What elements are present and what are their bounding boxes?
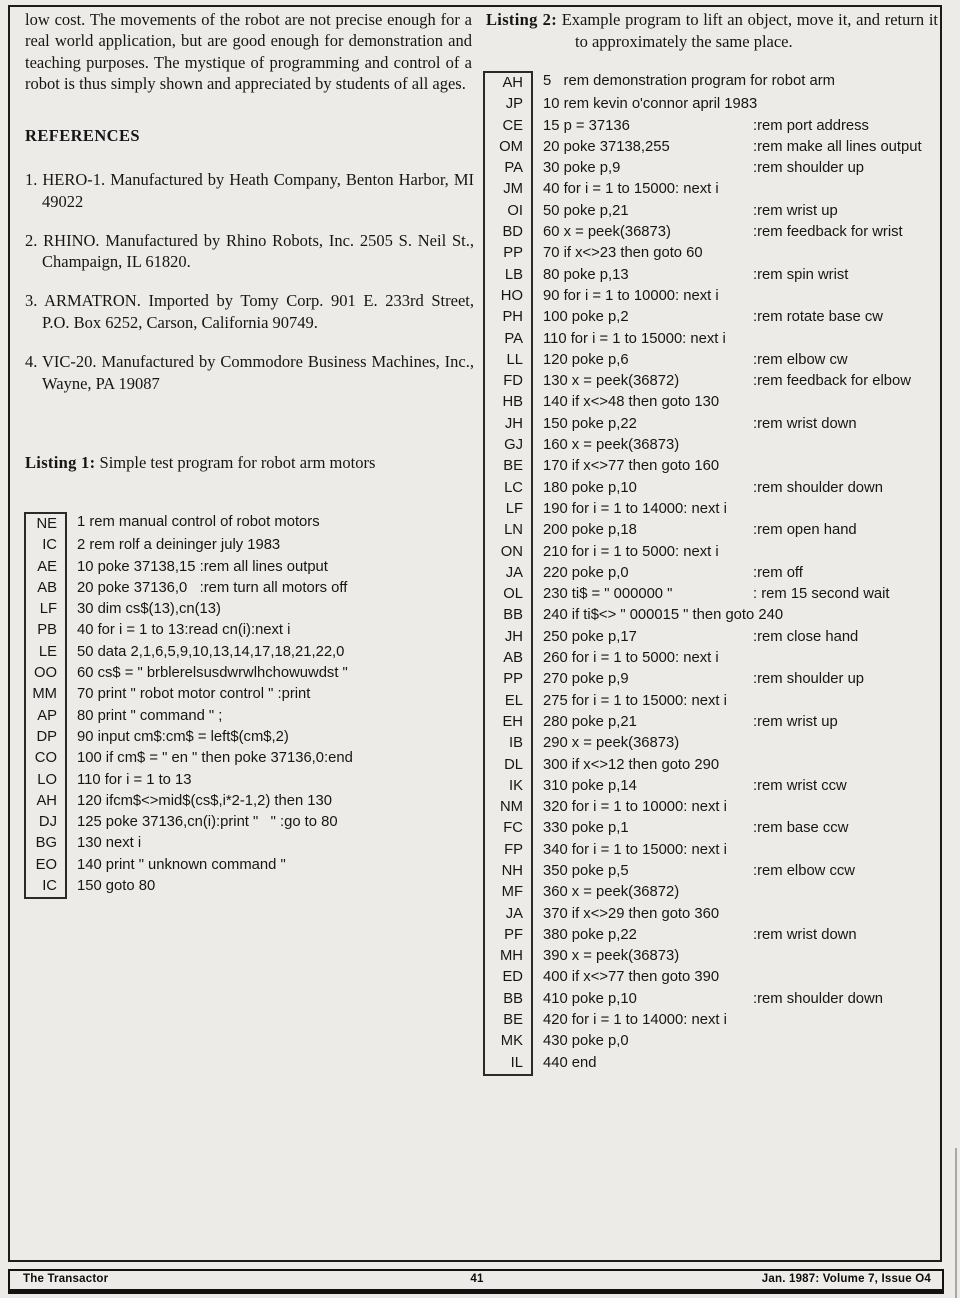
code-statement: 100 poke p,2 [543, 309, 629, 326]
reference-item: 4. VIC-20. Manufactured by Commodore Business Machines, Inc., Wayne, PA 19087 [25, 352, 474, 393]
code-statement: 230 ti$ = " 000000 " [543, 586, 673, 603]
code-row [24, 578, 470, 599]
code-statement: 70 if x<>23 then goto 60 [543, 245, 703, 262]
checksum-cell: LE [24, 642, 67, 663]
code-row [483, 818, 938, 839]
code-statement: 220 poke p,0 [543, 564, 629, 581]
code-statement: 430 poke p,0 [543, 1033, 629, 1050]
checksum-cell: JA [483, 904, 533, 925]
checksum-cell: PP [483, 243, 533, 264]
checksum-cell: GJ [483, 435, 533, 456]
scan-edge-artifact [955, 1148, 957, 1298]
code-row [483, 1053, 938, 1076]
checksum-cell: MF [483, 882, 533, 903]
code-row [483, 861, 938, 882]
reference-item: 3. ARMATRON. Imported by Tomy Corp. 901 E. 233rd Street, P.O. Box 6252, Carson, California 90749. [25, 291, 474, 332]
checksum-cell: NH [483, 861, 533, 882]
code-rem-comment: :rem wrist down [753, 926, 857, 943]
code-row [483, 882, 938, 903]
code-statement: 320 for i = 1 to 10000: next i [543, 799, 727, 816]
code-row [483, 520, 938, 541]
code-statement: 90 input cm$:cm$ = left$(cm$,2) [77, 728, 289, 745]
code-statement: 10 rem kevin o'connor april 1983 [543, 96, 758, 113]
code-row [483, 946, 938, 967]
code-row [483, 243, 938, 264]
checksum-cell: ON [483, 542, 533, 563]
code-row [24, 706, 470, 727]
code-statement: 140 if x<>48 then goto 130 [543, 394, 720, 411]
checksum-cell: IC [24, 535, 67, 556]
code-rem-comment: :rem port address [753, 117, 869, 134]
checksum-cell: PH [483, 307, 533, 328]
code-row [483, 755, 938, 776]
code-row [24, 727, 470, 748]
code-statement: 400 if x<>77 then goto 390 [543, 969, 720, 986]
code-row [483, 648, 938, 669]
code-row [483, 691, 938, 712]
checksum-cell: PA [483, 329, 533, 350]
code-row [24, 855, 470, 876]
checksum-cell: JH [483, 627, 533, 648]
code-statement: 330 poke p,1 [543, 820, 629, 837]
code-row [483, 669, 938, 690]
code-statement: 210 for i = 1 to 5000: next i [543, 543, 719, 560]
references-list [25, 169, 474, 394]
checksum-cell: AE [24, 557, 67, 578]
reference-item: 1. HERO-1. Manufactured by Heath Company, Benton Harbor, MI 49022 [25, 170, 474, 211]
checksum-cell: EH [483, 712, 533, 733]
code-rem-comment: :rem spin wrist [753, 266, 849, 283]
checksum-cell: AB [24, 578, 67, 599]
intro-paragraph: low cost. The movements of the robot are not precise enough for a real world application, but are good enough for demonstration and teaching purposes. The mystique of programming and control of a robot is thus simply shown and appreciated by students of all ages. [25, 10, 472, 94]
code-row [483, 499, 938, 520]
code-statement: 30 poke p,9 [543, 160, 621, 177]
code-statement: 240 if ti$<> " 000015 " then goto 240 [543, 607, 784, 624]
code-rem-comment: : rem 15 second wait [753, 586, 890, 603]
code-statement: 130 next i [77, 835, 142, 852]
code-statement: 260 for i = 1 to 5000: next i [543, 650, 719, 667]
code-rem-comment: :rem shoulder up [753, 671, 865, 688]
code-statement: 130 x = peek(36872) [543, 373, 680, 390]
code-rem-comment: :rem base ccw [753, 820, 849, 837]
code-statement: 150 poke p,22 [543, 415, 637, 432]
code-row [483, 414, 938, 435]
code-row [24, 791, 470, 812]
checksum-cell: PB [24, 620, 67, 641]
checksum-cell: JA [483, 563, 533, 584]
code-rem-comment: :rem off [753, 564, 803, 581]
code-row [483, 478, 938, 499]
checksum-cell: MH [483, 946, 533, 967]
code-rem-comment: :rem shoulder down [753, 990, 883, 1007]
checksum-cell: OL [483, 584, 533, 605]
listing2-caption [486, 9, 938, 52]
code-statement: 170 if x<>77 then goto 160 [543, 458, 720, 475]
code-statement: 360 x = peek(36872) [543, 884, 680, 901]
checksum-cell: AP [24, 706, 67, 727]
footer-issue-info: Jan. 1987: Volume 7, Issue O4 [761, 1273, 932, 1285]
code-row [483, 1010, 938, 1031]
code-rem-comment: :rem shoulder down [753, 479, 883, 496]
listing1-caption-text: Simple test program for robot arm motors [95, 453, 376, 472]
code-rem-comment: :rem wrist down [753, 415, 857, 432]
code-statement: 40 for i = 1 to 13:read cn(i):next i [77, 622, 291, 639]
checksum-cell: EO [24, 855, 67, 876]
code-row [483, 71, 938, 94]
code-row [483, 158, 938, 179]
code-statement: 290 x = peek(36873) [543, 735, 680, 752]
code-statement: 350 poke p,5 [543, 862, 629, 879]
code-row [483, 584, 938, 605]
checksum-cell: NE [24, 512, 67, 535]
code-row [24, 770, 470, 791]
checksum-cell: IK [483, 776, 533, 797]
checksum-cell: LF [483, 499, 533, 520]
listing2-label: Listing 2: [486, 10, 557, 29]
code-statement: 110 for i = 1 to 13 [77, 771, 192, 788]
checksum-cell: AB [483, 648, 533, 669]
code-rem-comment: :rem make all lines output [753, 138, 922, 155]
code-row [483, 904, 938, 925]
references-heading: REFERENCES [25, 126, 140, 145]
checksum-cell: DL [483, 755, 533, 776]
checksum-cell: LO [24, 770, 67, 791]
checksum-cell: LN [483, 520, 533, 541]
checksum-cell: AH [483, 71, 533, 94]
code-statement: 150 goto 80 [77, 878, 156, 895]
code-statement: 140 print " unknown command " [77, 856, 286, 873]
code-row [483, 605, 938, 626]
code-statement: 90 for i = 1 to 10000: next i [543, 287, 719, 304]
checksum-cell: HB [483, 392, 533, 413]
code-statement: 20 poke 37136,0 :rem turn all motors off [77, 579, 348, 596]
code-statement: 15 p = 37136 [543, 117, 630, 134]
code-statement: 160 x = peek(36873) [543, 437, 680, 454]
code-row [483, 563, 938, 584]
footer-magazine-title: The Transactor [23, 1273, 109, 1285]
code-row [483, 967, 938, 988]
code-rem-comment: :rem elbow cw [753, 351, 848, 368]
code-row [24, 642, 470, 663]
code-statement: 190 for i = 1 to 14000: next i [543, 500, 727, 517]
code-row [483, 179, 938, 200]
code-row [24, 833, 470, 854]
code-statement: 440 end [543, 1054, 597, 1071]
checksum-cell: PA [483, 158, 533, 179]
checksum-cell: FP [483, 840, 533, 861]
code-row [24, 535, 470, 556]
code-row [483, 350, 938, 371]
code-statement: 50 poke p,21 [543, 202, 629, 219]
code-statement: 20 poke 37138,255 [543, 138, 670, 155]
references-section [25, 126, 474, 412]
code-statement: 310 poke p,14 [543, 777, 637, 794]
checksum-cell: AH [24, 791, 67, 812]
code-row [24, 620, 470, 641]
code-row [483, 392, 938, 413]
code-statement: 125 poke 37136,cn(i):print " " :go to 80 [77, 814, 338, 831]
code-row [483, 712, 938, 733]
checksum-cell: IB [483, 733, 533, 754]
code-statement: 5 rem demonstration program for robot arm [543, 73, 835, 89]
code-statement: 270 poke p,9 [543, 671, 629, 688]
code-row [483, 925, 938, 946]
checksum-cell: LL [483, 350, 533, 371]
code-statement: 280 poke p,21 [543, 713, 637, 730]
code-statement: 60 x = peek(36873) [543, 224, 671, 241]
checksum-cell: IL [483, 1053, 533, 1076]
code-statement: 420 for i = 1 to 14000: next i [543, 1012, 727, 1029]
code-row [483, 989, 938, 1010]
code-statement: 80 poke p,13 [543, 266, 629, 283]
checksum-cell: BE [483, 1010, 533, 1031]
checksum-cell: PF [483, 925, 533, 946]
code-statement: 180 poke p,10 [543, 479, 637, 496]
checksum-cell: EL [483, 691, 533, 712]
code-statement: 70 print " robot motor control " :print [77, 686, 311, 703]
code-statement: 80 print " command " ; [77, 707, 223, 724]
code-row [483, 222, 938, 243]
code-statement: 200 poke p,18 [543, 522, 637, 539]
checksum-cell: BE [483, 456, 533, 477]
checksum-cell: JP [483, 94, 533, 115]
checksum-cell: BD [483, 222, 533, 243]
code-rem-comment: :rem wrist up [753, 713, 838, 730]
code-statement: 380 poke p,22 [543, 926, 637, 943]
code-statement: 2 rem rolf a deininger july 1983 [77, 537, 281, 554]
code-row [24, 599, 470, 620]
code-rem-comment: :rem rotate base cw [753, 309, 883, 326]
page-footer [8, 1269, 944, 1294]
code-row [483, 456, 938, 477]
code-statement: 40 for i = 1 to 15000: next i [543, 181, 719, 198]
code-row [24, 663, 470, 684]
checksum-cell: LB [483, 265, 533, 286]
checksum-cell: BG [24, 833, 67, 854]
code-row [24, 557, 470, 578]
checksum-cell: DP [24, 727, 67, 748]
code-statement: 120 poke p,6 [543, 351, 629, 368]
code-row [483, 329, 938, 350]
checksum-cell: CE [483, 116, 533, 137]
checksum-cell: JM [483, 179, 533, 200]
code-row [483, 627, 938, 648]
checksum-cell: OO [24, 663, 67, 684]
code-rem-comment: :rem shoulder up [753, 160, 865, 177]
code-rem-comment: :rem wrist up [753, 202, 838, 219]
checksum-cell: MK [483, 1031, 533, 1052]
code-row [24, 684, 470, 705]
code-statement: 60 cs$ = " brblerelsusdwrwlhchowuwdst " [77, 665, 348, 682]
checksum-cell: FD [483, 371, 533, 392]
code-statement: 275 for i = 1 to 15000: next i [543, 692, 727, 709]
code-row [483, 94, 938, 115]
code-row [24, 876, 470, 899]
checksum-cell: ED [483, 967, 533, 988]
code-row [24, 812, 470, 833]
code-rem-comment: :rem feedback for wrist [753, 224, 903, 241]
code-row [483, 307, 938, 328]
code-row [483, 137, 938, 158]
code-row [483, 116, 938, 137]
code-row [483, 542, 938, 563]
code-row [483, 840, 938, 861]
code-statement: 300 if x<>12 then goto 290 [543, 756, 720, 773]
checksum-cell: OI [483, 201, 533, 222]
code-row [483, 435, 938, 456]
code-statement: 50 data 2,1,6,5,9,10,13,14,17,18,21,22,0 [77, 643, 345, 660]
code-row [483, 201, 938, 222]
listing1-label: Listing 1: [25, 453, 96, 472]
checksum-cell: LC [483, 478, 533, 499]
code-row [24, 512, 470, 535]
footer-page-number: 41 [470, 1273, 484, 1285]
code-statement: 390 x = peek(36873) [543, 948, 680, 965]
code-statement: 340 for i = 1 to 15000: next i [543, 841, 727, 858]
checksum-cell: NM [483, 797, 533, 818]
code-row [483, 286, 938, 307]
checksum-cell: LF [24, 599, 67, 620]
checksum-cell: HO [483, 286, 533, 307]
code-row [483, 1031, 938, 1052]
code-statement: 110 for i = 1 to 15000: next i [543, 330, 726, 347]
checksum-cell: DJ [24, 812, 67, 833]
code-row [483, 733, 938, 754]
code-statement: 10 poke 37138,15 :rem all lines output [77, 558, 328, 575]
code-rem-comment: :rem wrist ccw [753, 777, 847, 794]
code-row [483, 797, 938, 818]
checksum-cell: BB [483, 605, 533, 626]
code-statement: 100 if cm$ = " en " then poke 37136,0:end [77, 750, 353, 767]
code-statement: 1 rem manual control of robot motors [77, 514, 320, 530]
code-rem-comment: :rem close hand [753, 628, 859, 645]
code-statement: 410 poke p,10 [543, 990, 637, 1007]
listing2-code [483, 71, 938, 1076]
code-row [483, 371, 938, 392]
code-row [483, 265, 938, 286]
checksum-cell: FC [483, 818, 533, 839]
checksum-cell: MM [24, 684, 67, 705]
code-row [24, 748, 470, 769]
code-row [483, 776, 938, 797]
checksum-cell: OM [483, 137, 533, 158]
code-rem-comment: :rem elbow ccw [753, 862, 855, 879]
checksum-cell: PP [483, 669, 533, 690]
checksum-cell: JH [483, 414, 533, 435]
reference-item: 2. RHINO. Manufactured by Rhino Robots, Inc. 2505 S. Neil St., Champaign, IL 61820. [25, 230, 474, 272]
code-statement: 120 ifcm$<>mid$(cs$,i*2-1,2) then 130 [77, 792, 332, 809]
listing2-caption-text: Example program to lift an object, move it, and return it to approximately the same place. [557, 10, 938, 51]
code-rem-comment: :rem open hand [753, 522, 857, 539]
code-statement: 30 dim cs$(13),cn(13) [77, 601, 221, 618]
listing1-code [24, 512, 470, 899]
code-statement: 370 if x<>29 then goto 360 [543, 905, 720, 922]
listing1-caption [25, 452, 472, 474]
checksum-cell: CO [24, 748, 67, 769]
checksum-cell: IC [24, 876, 67, 899]
checksum-cell: BB [483, 989, 533, 1010]
code-statement: 250 poke p,17 [543, 628, 637, 645]
code-rem-comment: :rem feedback for elbow [753, 373, 911, 390]
